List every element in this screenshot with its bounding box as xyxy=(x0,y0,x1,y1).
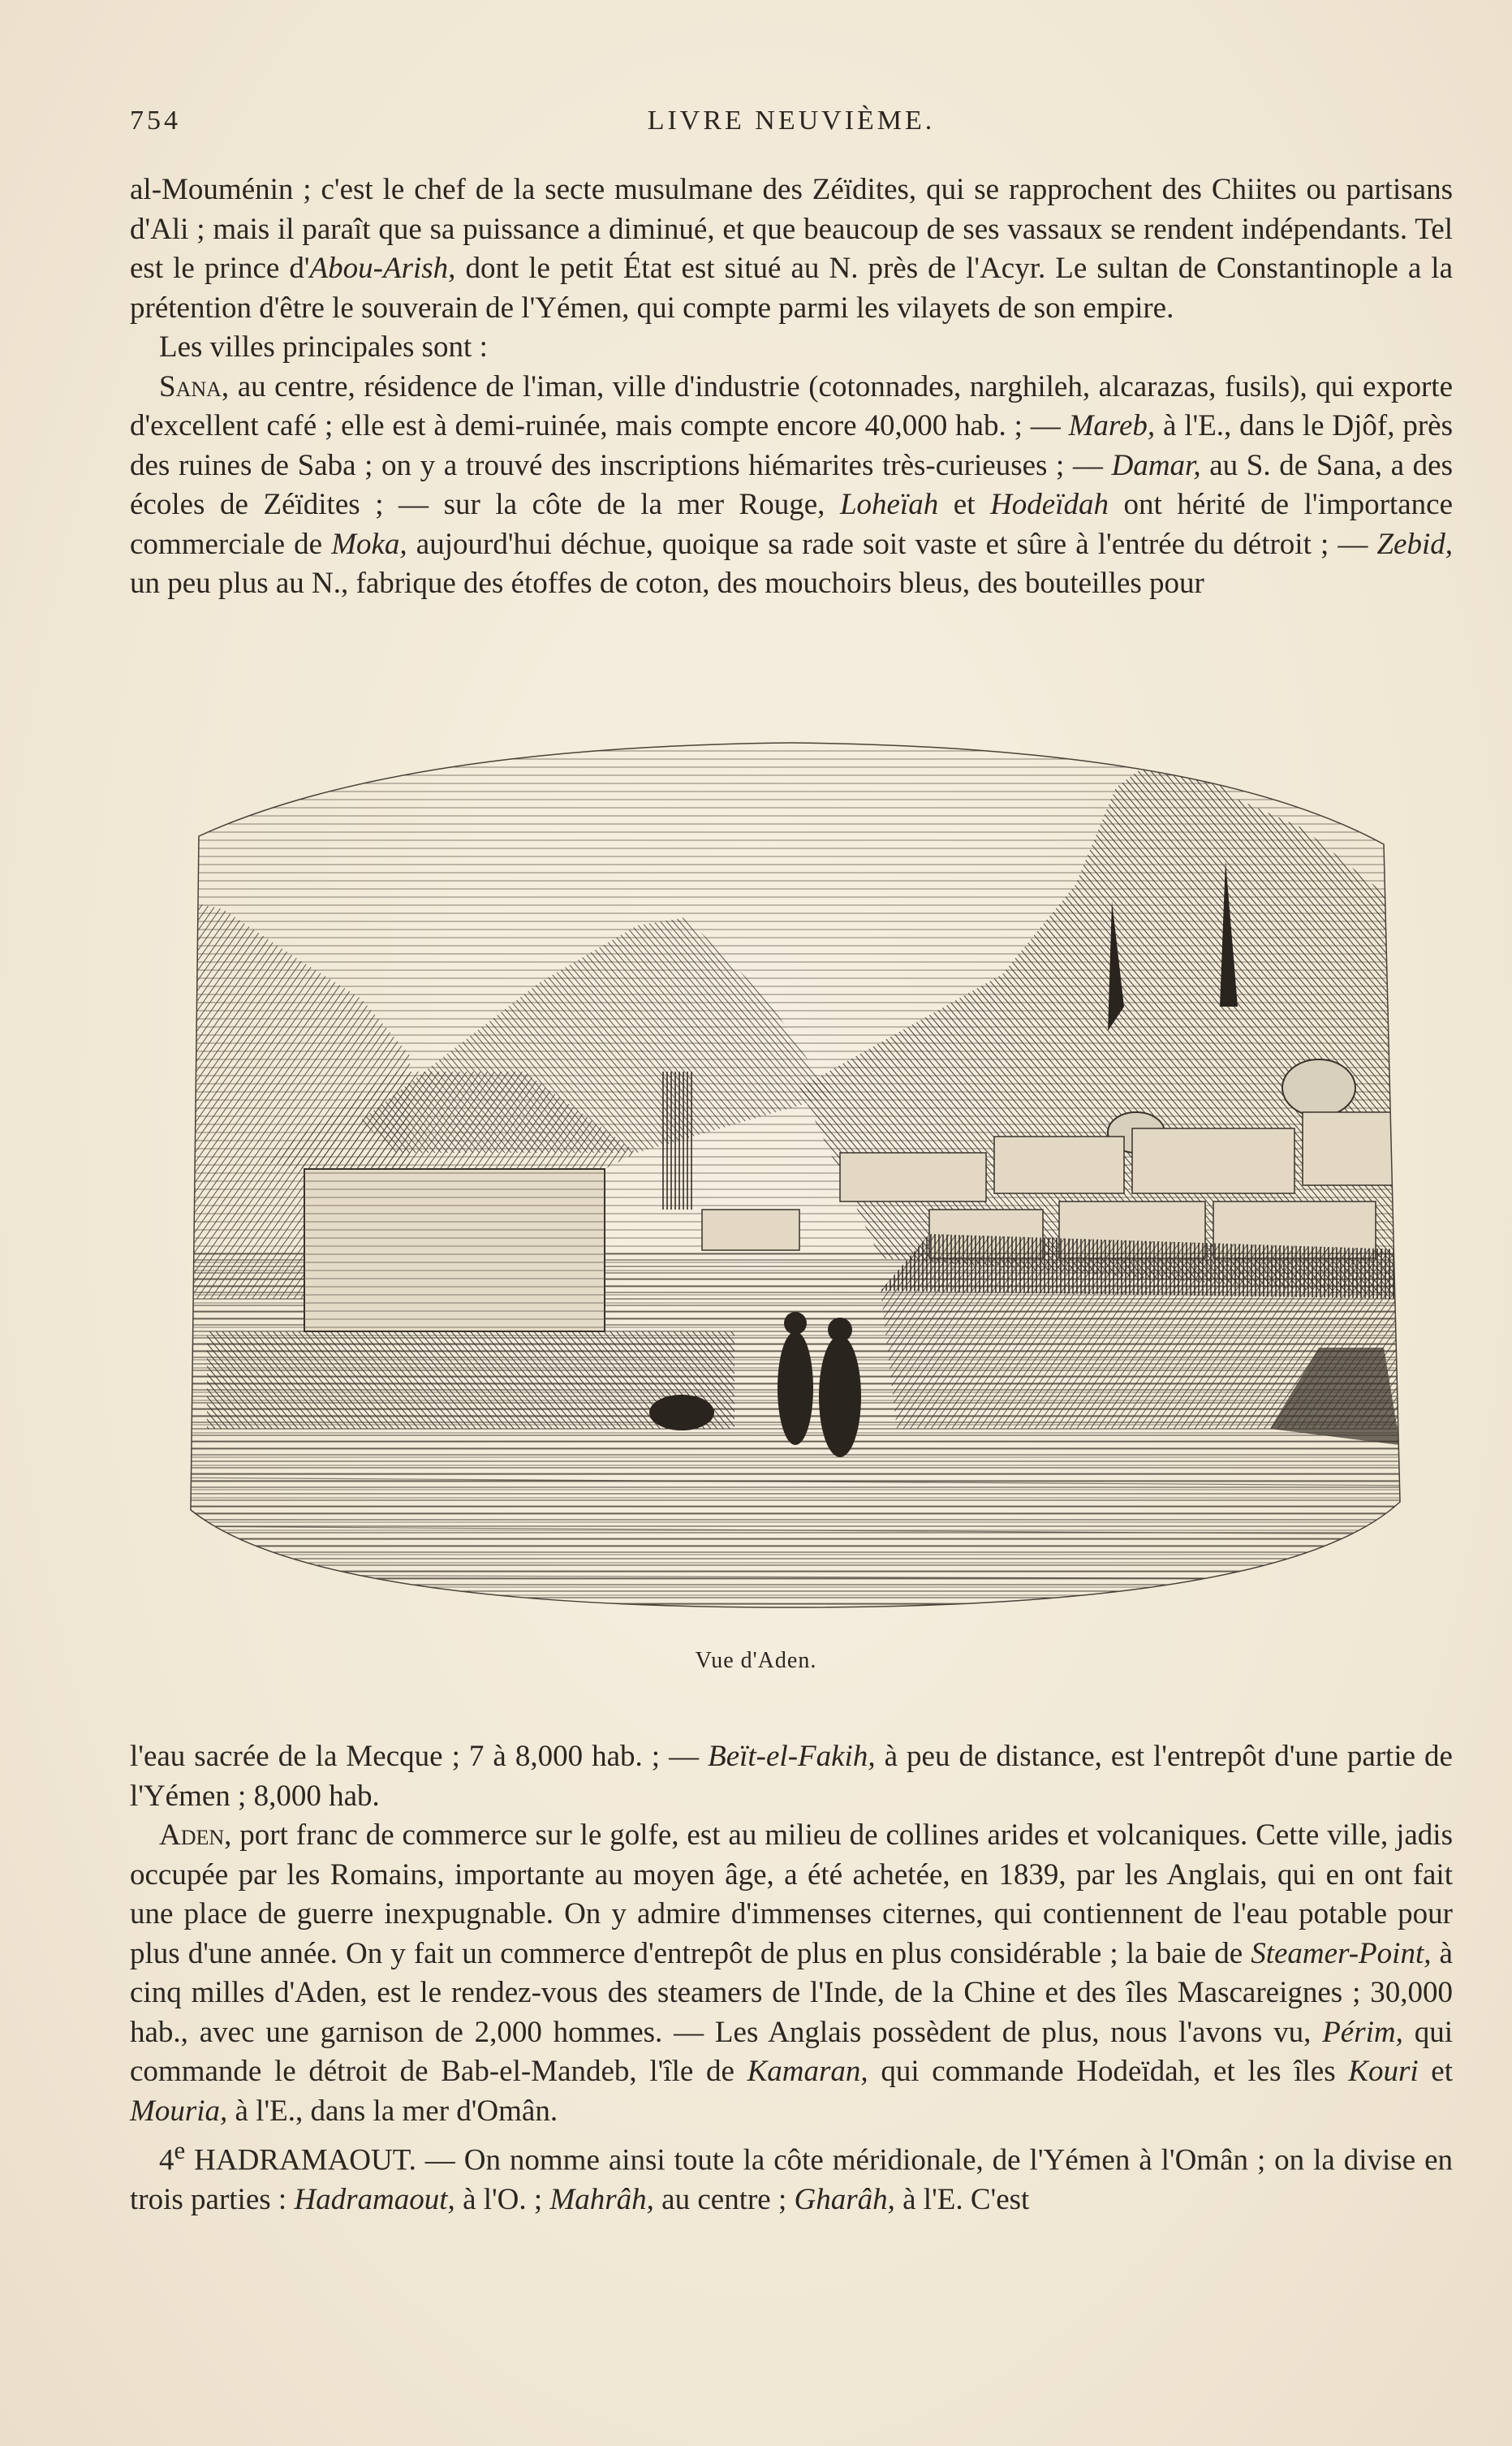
page-header xyxy=(130,106,1453,146)
top-text-block xyxy=(130,170,1453,604)
figure-caption: Vue d'Aden. xyxy=(695,1648,817,1673)
place-name-sana: Sana xyxy=(159,369,222,403)
place-name-aden: Aden xyxy=(159,1818,225,1852)
engraving-illustration xyxy=(150,731,1428,1611)
running-title: LIVRE NEUVIÈME. xyxy=(647,106,936,136)
paragraph-mecque: l'eau sacrée de la Mecque ; 7 à 8,000 hab. ; — Beït-el-Fakih, à peu de distance, est l'entrepôt d'une partie de l'Yémen ; 8,000 hab. xyxy=(130,1740,1453,1813)
paragraph-hadramaout: 4e HADRAMAOUT. — On nomme ainsi toute la côte méridionale, de l'Yémen à l'Omân ; on la divise en trois parties : Hadramaout, à l'O. ; Mahrâh, au centre ; Gharâh, à l'E. C'est xyxy=(130,2137,1453,2216)
section-heading-hadramaout: HADRAMAOUT. xyxy=(185,2143,416,2177)
paragraph-villes-intro: Les villes principales sont : xyxy=(159,330,488,364)
paragraph-aden: Aden, port franc de commerce sur le golfe, est au milieu de collines arides et volcaniques. Cette ville, jadis occupée par les Romains, importante au moyen âge, a été achetée, en 1839, par les Anglais, qui en ont fait une place de guerre inexpugnable. On y admire d'immenses citernes, qui contiennent de l'eau potable pour plus d'une année. On y fait un commerce d'entrepôt de plus en plus considérable ; la baie de Steamer-Point, à cinq milles d'Aden, est le rendez-vous des steamers de l'Inde, de la Chine et des îles Mascareignes ; 30,000 hab., avec une garnison de 2,000 hommes. — Les Anglais possèdent de plus, nous l'avons vu, Périm, qui commande le détroit de Bab-el-Mandeb, l'île de Kamaran, qui commande Hodeïdah, et les îles Kouri et Mouria, à l'E., dans la mer d'Omân. xyxy=(130,1818,1454,2128)
paragraph-villes-list: Sana, au centre, résidence de l'iman, ville d'industrie (cotonnades, narghileh, alcarazas, fusils), qui exporte d'excellent café ; elle est à demi-ruinée, mais compte encore 40,000 hab. ; — Mareb, à l'E., dans le Djôf, près des ruines de Saba ; on y a trouvé des inscriptions hiémarites très-curieuses ; — Damar, au S. de Sana, a des écoles de Zéïdites ; — sur la côte de la mer Rouge, Loheïah et Hodeïdah ont hérité de l'importance commerciale de Moka, aujourd'hui déchue, quoique sa rade soit vaste et sûre à l'entrée du détroit ; — Zebid, un peu plus au N., fabrique des étoffes de coton, des mouchoirs bleus, des bouteilles pour xyxy=(130,369,1454,600)
page-number: 754 xyxy=(130,106,181,136)
bottom-text-block xyxy=(130,1737,1453,2220)
engraving-image xyxy=(150,731,1428,1611)
paragraph-zeidites: al-Mouménin ; c'est le chef de la secte musulmane des Zéïdites, qui se rapprochent des Chiites ou partisans d'Ali ; mais il paraît que sa puissance a diminué, et que beaucoup de ses vassaux se rendent indépendants. Tel est le prince d'Abou-Arish, dont le petit État est situé au N. près de l'Acyr. Le sultan de Constantinople a la prétention d'être le souverain de l'Yémen, qui compte parmi les vilayets de son empire. xyxy=(130,173,1453,325)
